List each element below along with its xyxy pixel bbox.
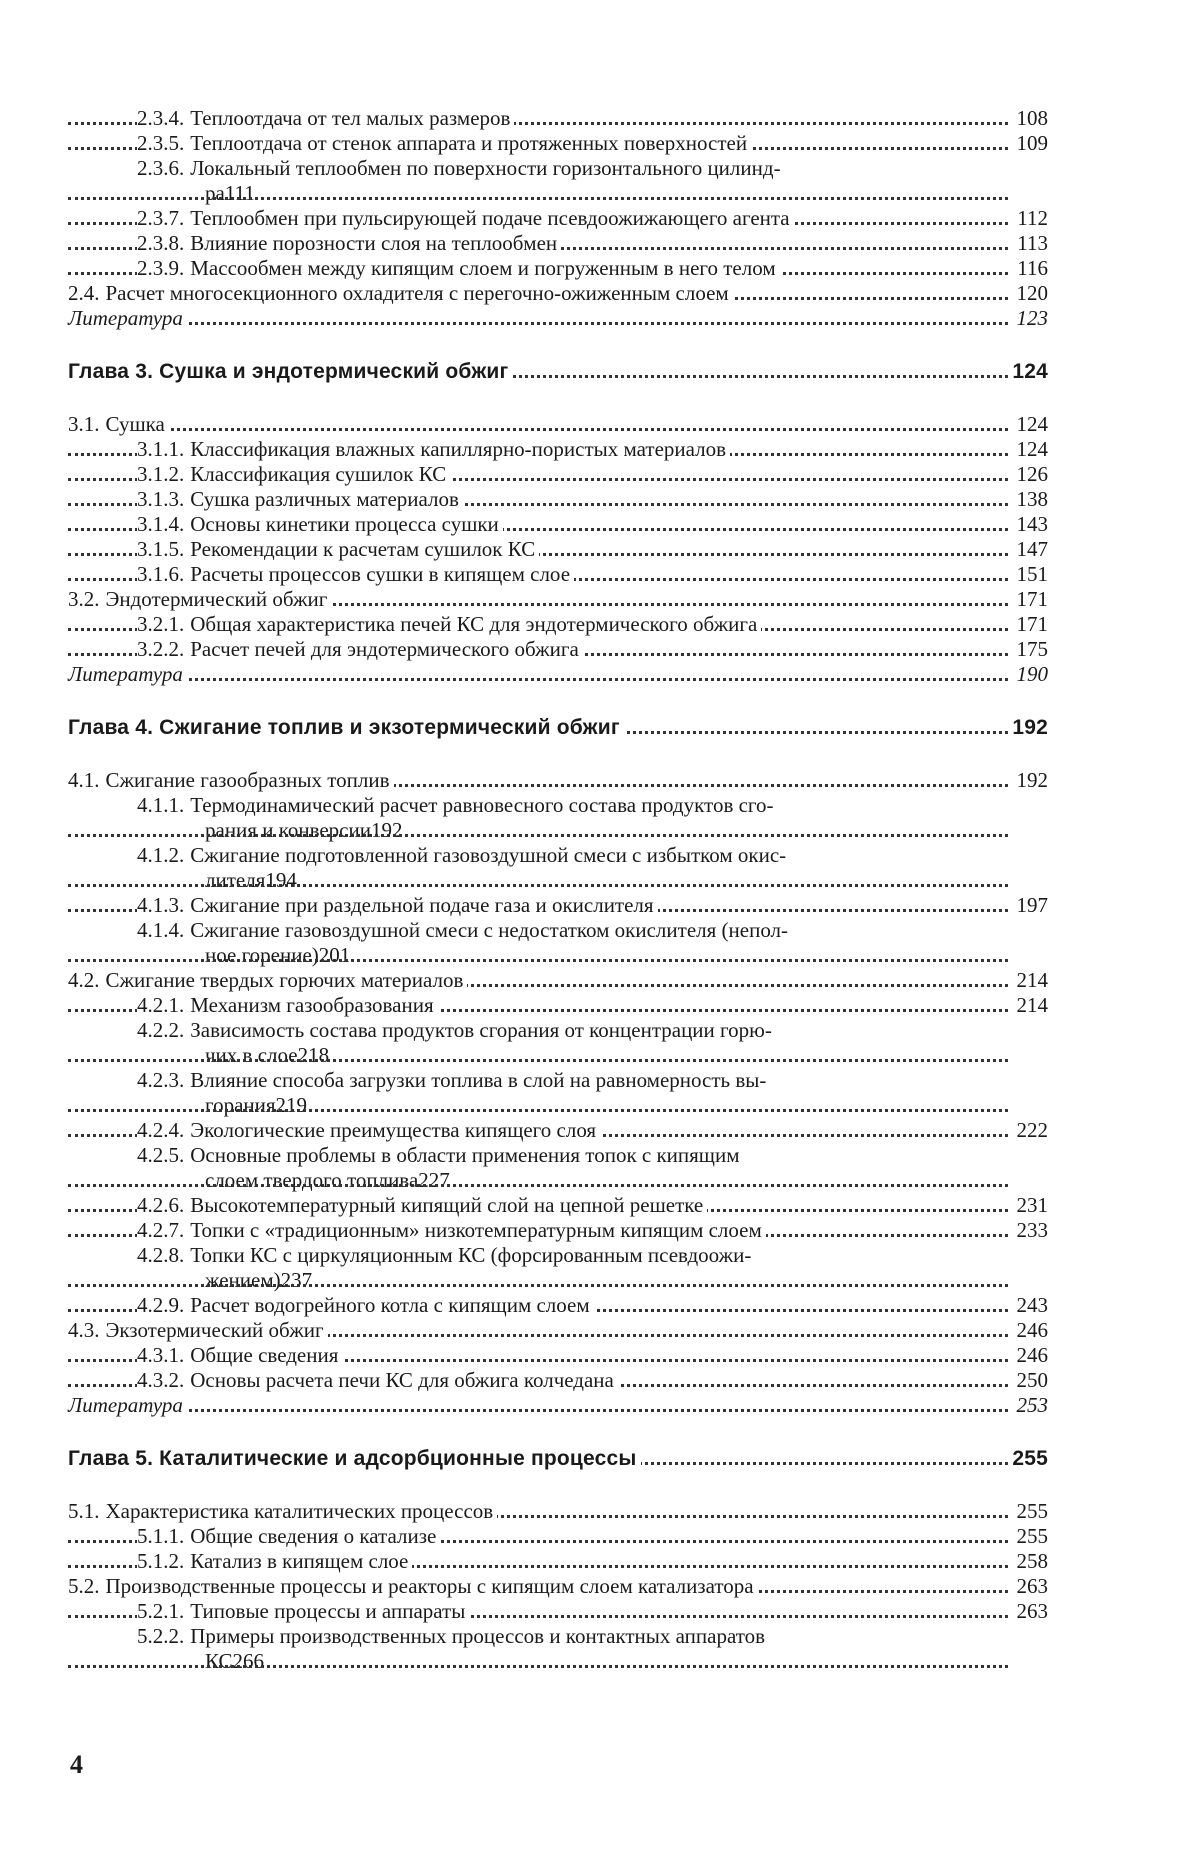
toc-entry (68, 918, 1048, 943)
toc-entry (68, 1243, 1048, 1268)
page-ref: 231 (1012, 1193, 1048, 1218)
toc-entry-continuation (68, 1043, 1048, 1068)
entry-number: 3.1.5. (137, 537, 185, 561)
page-ref: 201 (318, 943, 351, 967)
entry-title: Сжигание подготовленной газовоздушной смеси с избытком окис- (190, 843, 787, 867)
entry-title: Экзотермический обжиг (105, 1318, 324, 1342)
entry-title: Сжигание при раздельной подаче газа и окислителя (190, 893, 654, 917)
entry-number: 3.2. (68, 587, 100, 611)
leader-dots (68, 1059, 1008, 1062)
entry-title: Глава 5. Каталитические и адсорбционные процессы (68, 1447, 637, 1470)
entry-title-line (137, 843, 790, 867)
page-ref: 116 (1012, 256, 1048, 281)
entry-title-line (68, 1447, 641, 1470)
entry-title: Влияние порозности слоя на теплообмен (190, 231, 558, 255)
toc-entry (68, 1218, 1048, 1243)
entry-title: Теплообмен при пульсирующей подаче псевдоожижающего агента (190, 206, 790, 230)
toc-entry (68, 156, 1048, 181)
toc-entry-continuation (68, 1268, 1048, 1293)
toc-entry-continuation (68, 1093, 1048, 1118)
entry-number: 3.1.1. (137, 437, 185, 461)
page-ref: 255 (1008, 1446, 1048, 1471)
page-ref: 151 (1012, 562, 1048, 587)
toc-entry (68, 1118, 1048, 1143)
leader-dots (68, 322, 1008, 325)
toc-entry (68, 1068, 1048, 1093)
entry-title: Сушка различных материалов (190, 487, 459, 511)
page-ref: 263 (1012, 1599, 1048, 1624)
entry-title: Экологические преимущества кипящего слоя (190, 1118, 597, 1142)
leader-dots (68, 884, 1008, 887)
section-gap (68, 687, 1048, 715)
leader-dots (68, 1665, 1008, 1668)
toc-entry (68, 1549, 1048, 1574)
toc-entry (68, 231, 1048, 256)
entry-number: 5.2.2. (137, 1624, 185, 1648)
entry-title: лителя (205, 868, 266, 892)
entry-title: Сжигание твердых горючих материалов (105, 968, 464, 992)
page-ref: 111 (224, 181, 255, 205)
leader-dots (68, 959, 1008, 962)
entry-title: Механизм газообразования (190, 993, 434, 1017)
page-ref: 147 (1012, 537, 1048, 562)
entry-title: Классификация сушилок КС (190, 462, 447, 486)
entry-title-line (137, 106, 514, 130)
entry-title: рания и конверсии (205, 818, 371, 842)
entry-title: Сжигание газовоздушной смеси с недостатком окислителя (непол- (190, 918, 789, 942)
entry-title: Топки КС с циркуляционным КС (форсированным псевдоожи- (190, 1243, 752, 1267)
entry-number: 4.2.8. (137, 1243, 185, 1267)
entry-title: ное горение) (205, 943, 319, 967)
entry-title: Топки с «традиционным» низкотемпературным кипящим слоем (190, 1218, 762, 1242)
entry-number: 4.3.2. (137, 1368, 185, 1392)
entry-title-line (68, 1393, 187, 1417)
entry-title-line (68, 306, 187, 330)
page-ref: 192 (370, 818, 403, 842)
page-ref: 190 (1012, 662, 1048, 687)
entry-number: 3.2.2. (137, 637, 185, 661)
entry-title-line (68, 716, 624, 739)
toc-entry (68, 1193, 1048, 1218)
entry-title-line (137, 562, 574, 586)
entry-title: Влияние способа загрузки топлива в слой на равномерность вы- (190, 1068, 767, 1092)
entry-title-line (137, 993, 438, 1017)
section-gap (68, 384, 1048, 412)
page-ref: 250 (1012, 1368, 1048, 1393)
section-gap (68, 740, 1048, 768)
page-ref: 246 (1012, 1318, 1048, 1343)
toc-entry (68, 1143, 1048, 1168)
page-ref: 255 (1012, 1499, 1048, 1524)
entry-title: Теплоотдача от тел малых размеров (190, 106, 511, 130)
toc-entry-continuation (68, 181, 1048, 206)
entry-number: 2.3.6. (137, 156, 185, 180)
section-gap (68, 1418, 1048, 1446)
entry-number: 4.2.5. (137, 1143, 185, 1167)
entry-title-line (137, 1549, 412, 1573)
toc-literature-entry (68, 306, 1048, 331)
page-ref: 237 (280, 1268, 313, 1292)
entry-title: Зависимость состава продуктов сгорания от концентрации горю- (190, 1018, 772, 1042)
toc-entry (68, 437, 1048, 462)
entry-title: Основы расчета печи КС для обжига колчедана (190, 1368, 614, 1392)
page-ref: 124 (1008, 359, 1048, 384)
leader-dots (68, 1184, 1008, 1187)
toc-entry-continuation (68, 1168, 1048, 1193)
toc-entry (68, 768, 1048, 793)
entry-title: Эндотермический обжиг (105, 587, 328, 611)
entry-title-line (205, 943, 319, 967)
entry-title-line (137, 437, 730, 461)
leader-dots (68, 1109, 1008, 1112)
page-number: 4 (70, 1750, 83, 1779)
entry-number: 4.3.1. (137, 1343, 185, 1367)
entry-title-line (68, 768, 394, 792)
toc-entry (68, 537, 1048, 562)
toc-entry (68, 106, 1048, 131)
toc-entry (68, 637, 1048, 662)
page-ref: 112 (1012, 206, 1048, 231)
entry-number: 3.1.3. (137, 487, 185, 511)
toc-entry (68, 1499, 1048, 1524)
entry-number: 3.2.1. (137, 612, 185, 636)
entry-title-line (68, 360, 512, 383)
page-ref: 126 (1012, 462, 1048, 487)
entry-number: 2.3.4. (137, 106, 185, 130)
entry-number: 4.2.6. (137, 1193, 185, 1217)
entry-title-line (68, 281, 733, 305)
page-ref: 192 (1012, 768, 1048, 793)
entry-title: Глава 4. Сжигание топлив и экзотермический обжиг (68, 716, 620, 739)
entry-title-line (137, 1524, 440, 1548)
entry-title-line (137, 1218, 766, 1242)
toc-entry (68, 281, 1048, 306)
toc-entry (68, 512, 1048, 537)
toc-entry-continuation (68, 868, 1048, 893)
entry-title: Характеристика каталитических процессов (105, 1499, 494, 1523)
entry-title: Общие сведения о катализе (190, 1524, 437, 1548)
toc-entry (68, 993, 1048, 1018)
entry-title: Производственные процессы и реакторы с кипящим слоем катализатора (105, 1574, 754, 1598)
entry-title-line (137, 1293, 594, 1317)
toc-entry (68, 587, 1048, 612)
entry-title: Сжигание газообразных топлив (105, 768, 390, 792)
entry-number: 2.3.9. (137, 256, 185, 280)
entry-title: Расчеты процессов сушки в кипящем слое (190, 562, 571, 586)
entry-number: 4.1.3. (137, 893, 185, 917)
page-ref: 243 (1012, 1293, 1048, 1318)
toc-entry (68, 843, 1048, 868)
section-gap (68, 331, 1048, 359)
entry-title-line (137, 893, 658, 917)
toc-entry (68, 412, 1048, 437)
entry-number: 4.3. (68, 1318, 100, 1342)
entry-number: 2.3.8. (137, 231, 185, 255)
page-ref: 124 (1012, 437, 1048, 462)
entry-title-line (68, 1574, 758, 1598)
entry-number: 4.1.4. (137, 918, 185, 942)
entry-title: Расчет водогрейного котла с кипящим слоем (190, 1293, 590, 1317)
entry-title: Литература (68, 306, 183, 330)
entry-number: 3.1. (68, 412, 100, 436)
entry-title-line (137, 1193, 707, 1217)
toc-entry (68, 1368, 1048, 1393)
chapter-heading (68, 359, 1048, 384)
entry-title: Катализ в кипящем слое (190, 1549, 409, 1573)
entry-title: ра (205, 181, 225, 205)
entry-title: Локальный теплообмен по поверхности горизонтального цилинд- (190, 156, 781, 180)
entry-title-line (137, 1368, 618, 1392)
entry-title: Основы кинетики процесса сушки (190, 512, 499, 536)
toc-entry (68, 1524, 1048, 1549)
entry-title: Расчет печей для эндотермического обжига (190, 637, 579, 661)
entry-number: 2.3.5. (137, 131, 185, 155)
page-ref: 194 (265, 868, 297, 892)
page-ref: 138 (1012, 487, 1048, 512)
entry-title: Теплоотдача от стенок аппарата и протяженных поверхностей (190, 131, 748, 155)
section-gap (68, 1471, 1048, 1499)
entry-title-line (68, 968, 467, 992)
toc-entry (68, 1624, 1048, 1649)
toc-entry (68, 1318, 1048, 1343)
toc-entry (68, 968, 1048, 993)
page-ref: 120 (1012, 281, 1048, 306)
entry-title-line (137, 206, 794, 230)
entry-title-line (68, 587, 331, 611)
toc-entry (68, 793, 1048, 818)
entry-title: КС (205, 1649, 233, 1673)
page-ref: 143 (1012, 512, 1048, 537)
entry-number: 3.1.4. (137, 512, 185, 536)
entry-number: 4.1.1. (137, 793, 185, 817)
entry-title: Литература (68, 1393, 183, 1417)
entry-title-line (205, 1043, 298, 1067)
entry-title: Массообмен между кипящим слоем и погруженным в него телом (190, 256, 776, 280)
entry-title-line (137, 918, 792, 942)
entry-number: 3.1.2. (137, 462, 185, 486)
page-ref: 124 (1012, 412, 1048, 437)
entry-number: 4.1. (68, 768, 100, 792)
entry-number: 4.2.2. (137, 1018, 185, 1042)
chapter-heading (68, 1446, 1048, 1471)
entry-title-line (205, 818, 371, 842)
entry-title-line (137, 1143, 744, 1167)
entry-title-line (137, 1243, 755, 1267)
page-ref: 253 (1012, 1393, 1048, 1418)
page-ref: 113 (1012, 231, 1048, 256)
toc-entry-continuation (68, 1649, 1048, 1674)
toc-entry (68, 562, 1048, 587)
entry-title: Сушка (105, 412, 165, 436)
entry-title: Высокотемпературный кипящий слой на цепной решетке (190, 1193, 704, 1217)
chapter-heading (68, 715, 1048, 740)
page-ref: 171 (1012, 587, 1048, 612)
page-ref: 263 (1012, 1574, 1048, 1599)
page-ref: 192 (1008, 715, 1048, 740)
page-ref: 214 (1012, 968, 1048, 993)
entry-number: 4.2.3. (137, 1068, 185, 1092)
entry-title-line (205, 1168, 418, 1192)
page-ref: 258 (1012, 1549, 1048, 1574)
page-ref: 108 (1012, 106, 1048, 131)
entry-title-line (137, 512, 503, 536)
entry-title-line (137, 793, 778, 817)
toc-entry (68, 1293, 1048, 1318)
entry-number: 4.1.2. (137, 843, 185, 867)
page-ref: 227 (418, 1168, 450, 1192)
entry-number: 5.1.2. (137, 1549, 185, 1573)
entry-title: Литература (68, 662, 183, 686)
page-ref: 266 (232, 1649, 264, 1673)
entry-number: 4.2.9. (137, 1293, 185, 1317)
page-ref: 219 (275, 1093, 308, 1117)
entry-number: 4.2.1. (137, 993, 185, 1017)
entry-title: Общая характеристика печей КС для эндотермического обжига (190, 612, 758, 636)
entry-title: жением) (205, 1268, 281, 1292)
page-ref: 197 (1012, 893, 1048, 918)
entry-title-line (137, 637, 583, 661)
entry-title-line (68, 662, 187, 686)
entry-title-line (205, 1649, 233, 1673)
toc-entry (68, 256, 1048, 281)
entry-title: Глава 3. Сушка и эндотермический обжиг (68, 360, 509, 383)
entry-title: Основные проблемы в области применения топок с кипящим (190, 1143, 740, 1167)
toc-entry (68, 612, 1048, 637)
page-ref: 233 (1012, 1218, 1048, 1243)
entry-title-line (68, 1318, 328, 1342)
toc-entry-continuation (68, 943, 1048, 968)
entry-number: 4.2.4. (137, 1118, 185, 1142)
leader-dots (68, 428, 1008, 431)
entry-number: 2.4. (68, 281, 100, 305)
entry-title: Термодинамический расчет равновесного состава продуктов сго- (190, 793, 774, 817)
entry-number: 3.1.6. (137, 562, 185, 586)
toc-entry (68, 131, 1048, 156)
entry-title: Примеры производственных процессов и контактных аппаратов (190, 1624, 766, 1648)
toc-entry (68, 462, 1048, 487)
entry-number: 2.3.7. (137, 206, 185, 230)
entry-title-line (137, 487, 463, 511)
entry-title-line (137, 231, 561, 255)
entry-title-line (137, 537, 539, 561)
toc-literature-entry (68, 1393, 1048, 1418)
entry-title-line (137, 1018, 776, 1042)
entry-title-line (137, 156, 785, 180)
page-ref: 123 (1012, 306, 1048, 331)
entry-title-line (137, 1068, 770, 1092)
leader-dots (68, 1409, 1008, 1412)
entry-title: Типовые процессы и аппараты (190, 1599, 466, 1623)
entry-number: 4.2.7. (137, 1218, 185, 1242)
entry-title-line (205, 1268, 281, 1292)
toc-entry-continuation (68, 818, 1048, 843)
page-ref: 109 (1012, 131, 1048, 156)
entry-number: 5.2.1. (137, 1599, 185, 1623)
page-ref: 175 (1012, 637, 1048, 662)
toc-entry (68, 1574, 1048, 1599)
table-of-contents (68, 106, 1048, 1674)
entry-title: слоем твердого топлива (205, 1168, 419, 1192)
entry-title-line (205, 181, 225, 205)
page-ref: 246 (1012, 1343, 1048, 1368)
entry-number: 4.2. (68, 968, 100, 992)
entry-title: горания (205, 1093, 276, 1117)
entry-title-line (137, 1343, 342, 1367)
toc-entry (68, 487, 1048, 512)
leader-dots (68, 197, 1008, 200)
toc-entry (68, 206, 1048, 231)
toc-entry (68, 1343, 1048, 1368)
page-ref: 255 (1012, 1524, 1048, 1549)
entry-title: Рекомендации к расчетам сушилок КС (190, 537, 536, 561)
entry-title-line (68, 1499, 497, 1523)
entry-title-line (68, 412, 169, 436)
entry-title: Общие сведения (190, 1343, 339, 1367)
page-ref: 218 (297, 1043, 330, 1067)
page-ref: 171 (1012, 612, 1048, 637)
entry-title-line (137, 612, 761, 636)
leader-dots (68, 1284, 1008, 1287)
toc-entry (68, 1018, 1048, 1043)
entry-title: Классификация влажных капиллярно-пористых материалов (190, 437, 727, 461)
toc-literature-entry (68, 662, 1048, 687)
page-ref: 214 (1012, 993, 1048, 1018)
leader-dots (68, 834, 1008, 837)
toc-entry (68, 1599, 1048, 1624)
entry-title-line (137, 1624, 769, 1648)
toc-entry (68, 893, 1048, 918)
leader-dots (68, 678, 1008, 681)
entry-number: 5.2. (68, 1574, 100, 1598)
page-ref: 222 (1012, 1118, 1048, 1143)
entry-title-line (205, 868, 265, 892)
entry-title-line (137, 1118, 600, 1142)
entry-title-line (205, 1093, 276, 1117)
entry-number: 5.1. (68, 1499, 100, 1523)
entry-title-line (137, 462, 450, 486)
entry-title-line (137, 256, 780, 280)
entry-number: 5.1.1. (137, 1524, 185, 1548)
entry-title: чих в слое (205, 1043, 298, 1067)
entry-title: Расчет многосекционного охладителя с перегочно-ожиженным слоем (105, 281, 729, 305)
entry-title-line (137, 131, 751, 155)
entry-title-line (137, 1599, 469, 1623)
